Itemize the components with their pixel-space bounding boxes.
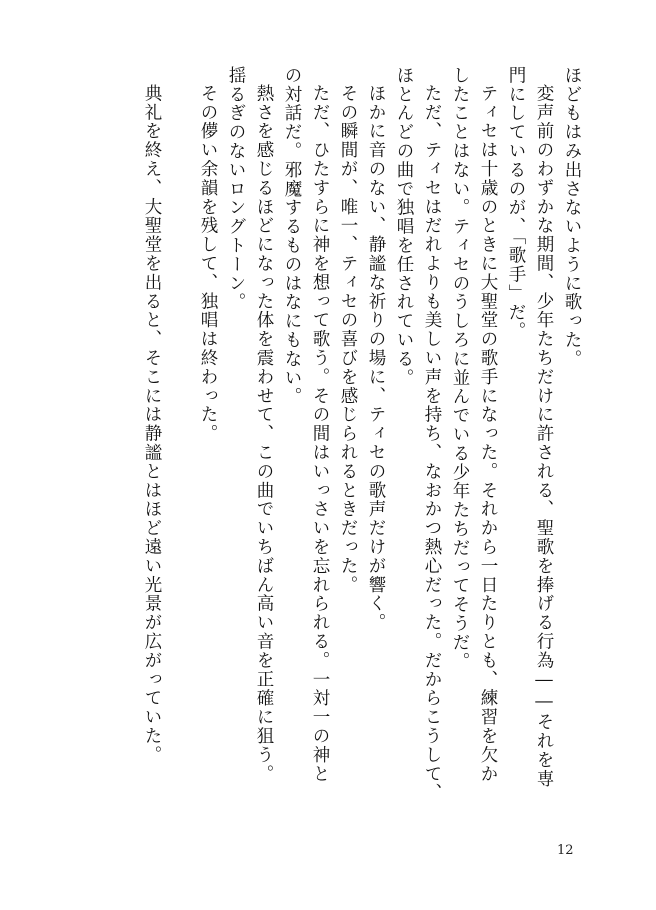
text-line-1: ほどもはみ出さないように歌った。 <box>562 66 582 369</box>
text-line-10: ただ、ひたすらに神を想って歌う。その間はいっさいを忘れられる。一対一の神と <box>310 84 330 784</box>
text-line-8: ほかに音のない、静謐な祈りの場に、ティセの歌声だけが響く。 <box>366 84 386 633</box>
text-line-6: ただ、ティセはだれよりも美しい声を持ち、なおかつ熱心だった。だからこうして、 <box>422 84 442 803</box>
text-line-5: したことはない。ティセのうしろに並んでいる少年たちだってそうだ。 <box>450 66 470 671</box>
text-line-7: ほとんどの曲で独唱を任されている。 <box>394 66 414 388</box>
text-line-11: の対話だ。邪魔するものはなにもない。 <box>282 66 302 407</box>
text-line-4: ティセは十歳のときに大聖堂の歌手になった。それから一日たりとも、練習を欠か <box>478 84 498 784</box>
text-line-12: 熱さを感じるほどになった体を震わせて、この曲でいちばん高い音を正確に狙う。 <box>254 84 274 784</box>
text-line-3: 門にしているのが、「歌手」だ。 <box>506 66 526 341</box>
text-line-15: 典礼を終え、大聖堂を出ると、そこには静謐とはほど遠い光景が広がっていた。 <box>142 84 162 765</box>
text-line-14: その儚い余韻を残して、独唱は終わった。 <box>198 84 218 444</box>
text-line-2: 変声前のわずかな期間、少年たちだけに許される、聖歌を捧げる行為――それを専 <box>534 84 554 789</box>
text-line-9: その瞬間が、唯一、ティセの喜びを感じられるときだった。 <box>338 84 358 595</box>
text-line-13: 揺るぎのないロングトーン。 <box>226 66 246 312</box>
page-number: 12 <box>557 843 574 858</box>
